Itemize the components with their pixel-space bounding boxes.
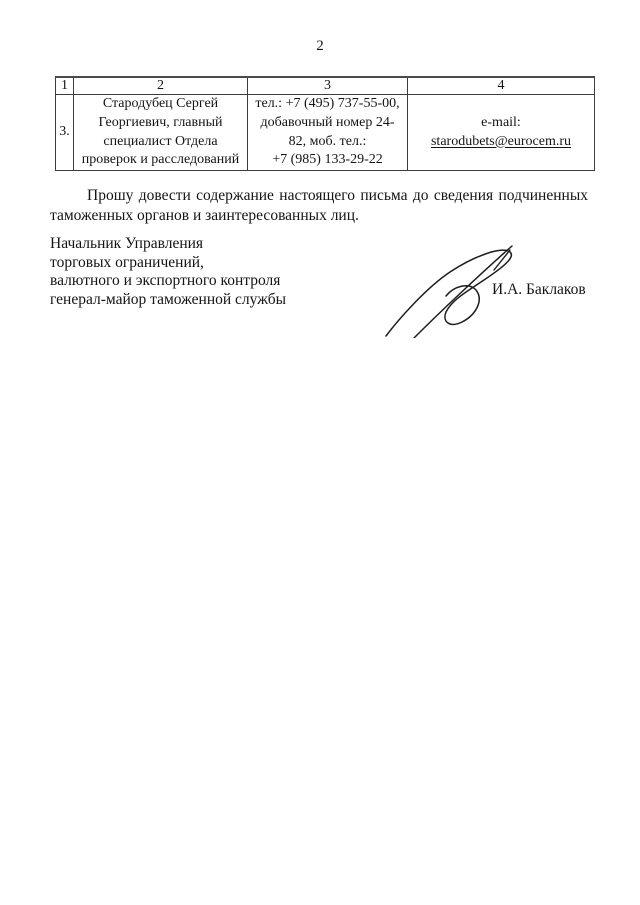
contact-name-line: проверок и расследований xyxy=(81,152,240,168)
contact-phone-line: добавочный номер 24- xyxy=(260,114,395,130)
contact-name-cell xyxy=(74,95,248,171)
signoff-title-line: Начальник Управления xyxy=(50,235,204,252)
contact-email-cell xyxy=(408,95,595,171)
email-address: starodubets@eurocem.ru xyxy=(430,133,571,149)
email-label: e-mail: xyxy=(481,114,521,130)
contact-phone-cell xyxy=(248,95,408,171)
body-paragraph: Прошу довести содержание настоящего письма до сведения подчиненных таможенных органов и заинтересованных лиц. xyxy=(50,187,588,224)
table-header-cell-2: 2 xyxy=(74,77,248,95)
contact-phone-line: +7 (985) 133-29-22 xyxy=(272,152,383,168)
contact-name-line: специалист Отдела xyxy=(103,133,218,149)
signoff-title-line: валютного и экспортного контроля xyxy=(50,272,281,290)
page-number: 2 xyxy=(316,38,324,54)
signoff-title-line: торговых ограничений, xyxy=(50,253,204,271)
signer-name: И.А. Баклаков xyxy=(492,281,586,298)
table-header-cell-1: 1 xyxy=(56,77,74,95)
signoff-title-line: генерал-майор таможенной службы xyxy=(50,291,286,309)
table-header-cell-3: 3 xyxy=(248,77,408,95)
contact-phone-line: 82, моб. тел.: xyxy=(288,133,367,149)
contact-phone-line: тел.: +7 (495) 737-55-00, xyxy=(255,96,400,111)
contact-name-line: Георгиевич, главный xyxy=(98,114,223,130)
contacts-table xyxy=(55,76,595,171)
signoff-block xyxy=(50,235,350,310)
contact-name-line: Стародубец Сергей xyxy=(102,96,219,111)
row-number-cell: 3. xyxy=(56,95,74,171)
table-header-row xyxy=(56,77,595,95)
table-row xyxy=(56,95,595,171)
table-header-cell-4: 4 xyxy=(408,77,595,95)
